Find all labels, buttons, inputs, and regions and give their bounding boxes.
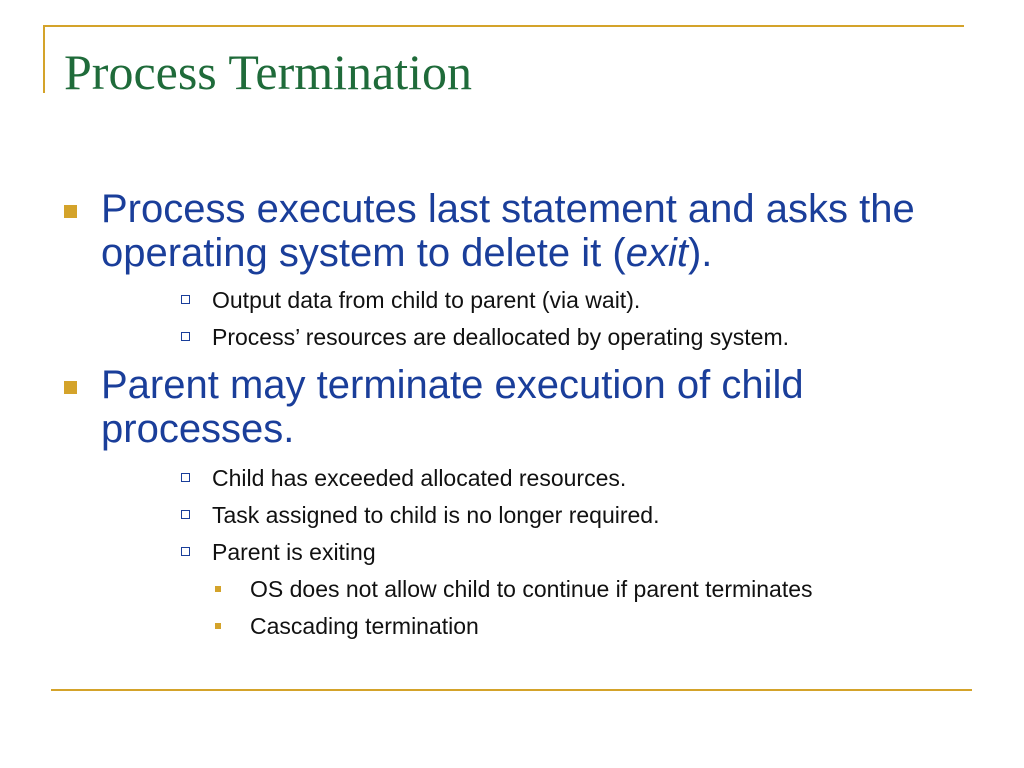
hollow-square-bullet-icon xyxy=(181,295,190,304)
small-square-bullet-icon xyxy=(215,586,221,592)
frame-top-line xyxy=(43,25,964,27)
bullet-1-text-start: Process executes last statement and asks the operating system to delete it ( xyxy=(101,187,915,275)
bullet-2-sub-3-item-1: OS does not allow child to continue if parent terminates xyxy=(250,576,813,602)
hollow-square-bullet-icon xyxy=(181,473,190,482)
bullet-2-sub-3-item-2: Cascading termination xyxy=(250,613,479,639)
hollow-square-bullet-icon xyxy=(181,547,190,556)
bullet-square-icon xyxy=(64,381,77,394)
frame-left-line xyxy=(43,25,45,93)
small-square-bullet-icon xyxy=(215,623,221,629)
bullet-1-text-italic: exit xyxy=(625,231,688,275)
bullet-1-text-end: ). xyxy=(687,231,713,275)
slide-title: Process Termination xyxy=(64,44,473,100)
bullet-1-sub-1: Output data from child to parent (via wait). xyxy=(212,287,641,313)
bullet-2-sub-3: Parent is exiting xyxy=(212,539,376,565)
bullet-2-sub-1: Child has exceeded allocated resources. xyxy=(212,465,627,491)
bullet-2-sub-2: Task assigned to child is no longer required. xyxy=(212,502,660,528)
bullet-1-text xyxy=(101,187,921,275)
bullet-1-sub-2: Process’ resources are deallocated by operating system. xyxy=(212,324,789,350)
hollow-square-bullet-icon xyxy=(181,510,190,519)
frame-bottom-line xyxy=(51,689,972,691)
hollow-square-bullet-icon xyxy=(181,332,190,341)
bullet-square-icon xyxy=(64,205,77,218)
bullet-2-text: Parent may terminate execution of child processes. xyxy=(101,363,804,451)
